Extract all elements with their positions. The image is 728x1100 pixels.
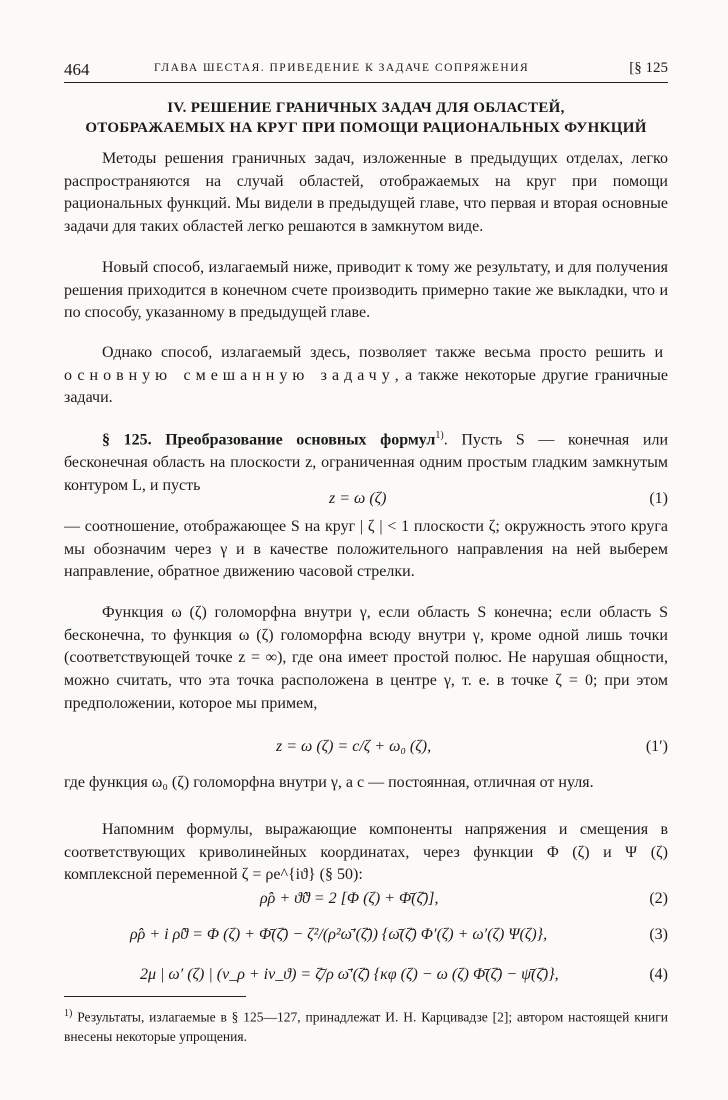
intro-paragraph-2: Новый способ, излагаемый ниже, приводит к тому же результату, и для получения решения приходится в конечном счете производить примерно такие же выкладки, что и по способу, указанному в предыдущей главе. <box>64 259 668 322</box>
footnote-reference: 1) <box>435 430 444 441</box>
equation-2 <box>64 890 668 916</box>
chapter-title <box>64 98 668 138</box>
section-paragraph-1-text: . Пусть S — конечная или бесконечная область на плоскости z, ограниченная одним простым гладким замкнутым контуром L, и пусть <box>64 431 669 494</box>
footnote-separator <box>64 996 246 997</box>
section-paragraph-1 <box>64 425 668 497</box>
section-paragraph-5: Напомним формулы, выражающие компоненты напряжения и смещения в соответствующих криволинейных координатах, через функции Φ (ζ) и Ψ (ζ) комплексной переменной ζ = ρe^{iϑ} (§ 50): <box>64 821 668 884</box>
page-number: 464 <box>64 60 90 79</box>
running-title: ГЛАВА ШЕСТАЯ. ПРИВЕДЕНИЕ К ЗАДАЧЕ СОПРЯЖЕНИЯ <box>154 62 530 74</box>
intro-paragraph-1: Методы решения граничных задач, изложенные в предыдущих отделах, легко распространяются на случай областей, отображаемых на круг при помощи рациональных функций. Мы видели в предыдущей главе, что первая и вторая основные задачи для таких областей легко решаются в замкнутом виде. <box>64 150 668 236</box>
equation-1-expression: z = ω (ζ) <box>329 490 387 507</box>
section-paragraph-3: Функция ω (ζ) голоморфна внутри γ, если область S конечна; если область S бесконечна, то функция ω (ζ) голоморфна всюду внутри γ, кроме одной лишь точки (соответствующей точке z = ∞), где она имеет простой полюс. Не нарушая общности, можно считать, что эта точка расположена в центре γ, т. е. в точке ζ = 0; при этом предположении, которое мы примем, <box>64 604 668 712</box>
footnote-text: Результаты, излагаемые в § 125—127, принадлежат И. Н. Карцивадзе [2]; автором настоящей книги внесены некоторые упрощения. <box>64 1009 668 1044</box>
equation-3-number: (3) <box>649 926 668 943</box>
page-header <box>64 60 668 83</box>
equation-3 <box>64 926 668 952</box>
section-paragraph-2: — соотношение, отображающее S на круг | ζ | < 1 плоскости ζ; окружность этого круга мы обозначим через γ и в качестве положительного направления на ней выберем направление, обратное движению часовой стрелки. <box>64 518 668 581</box>
footnote-mark: 1) <box>64 1008 73 1019</box>
chapter-title-line-2: ОТОБРАЖАЕМЫХ НА КРУГ ПРИ ПОМОЩИ РАЦИОНАЛЬНЫХ ФУНКЦИЙ <box>85 120 647 136</box>
equation-4-number: (4) <box>649 966 668 983</box>
footnote <box>64 1004 668 1046</box>
equation-1-prime-expression: z = ω (ζ) = c/ζ + ω₀ (ζ), <box>276 738 432 755</box>
equation-1-prime <box>64 738 668 764</box>
equation-2-expression: ρ̂ρ + ϑ̂ϑ = 2 [Φ (ζ) + Φ̄(ζ̄)], <box>260 890 439 907</box>
intro-paragraph-3-start: Однако способ, излагаемый здесь, позволяет также весьма просто решить <box>102 344 646 361</box>
equation-2-number: (2) <box>649 890 668 907</box>
section-reference: [§ 125 <box>629 60 668 76</box>
equation-4 <box>64 966 668 992</box>
section-heading: § 125. Преобразование основных формул <box>102 431 436 449</box>
equation-1 <box>64 490 668 516</box>
intro-paragraph-3-end: , а также некоторые другие граничные задачи. <box>64 366 668 407</box>
chapter-title-line-1: IV. РЕШЕНИЕ ГРАНИЧНЫХ ЗАДАЧ ДЛЯ ОБЛАСТЕЙ, <box>167 100 565 116</box>
equation-3-expression: ρ̂ρ + i ρ̂ϑ = Φ (ζ) + Φ̄(ζ̄) − ζ²/(ρ²ω̄′(ζ̄)) {ω̄(ζ̄) Φ′(ζ) + ω′(ζ) Ψ(ζ)}, <box>130 926 548 943</box>
equation-4-expression: 2μ | ω′ (ζ) | (v_ρ + iv_ϑ) = ζ̄/ρ ω̄′(ζ̄) {κφ (ζ) − ω (ζ) Φ̄(ζ̄) − ψ̄(ζ̄)}, <box>140 966 559 983</box>
equation-1-number: (1) <box>649 490 668 507</box>
equation-1-prime-number: (1′) <box>645 738 668 755</box>
intro-paragraph-3 <box>64 342 668 410</box>
section-paragraph-4: где функция ω₀ (ζ) голоморфна внутри γ, а c — постоянная, отличная от нуля. <box>64 774 594 791</box>
mixed-problem-emphasis: и основную смешанную задачу <box>64 344 669 384</box>
